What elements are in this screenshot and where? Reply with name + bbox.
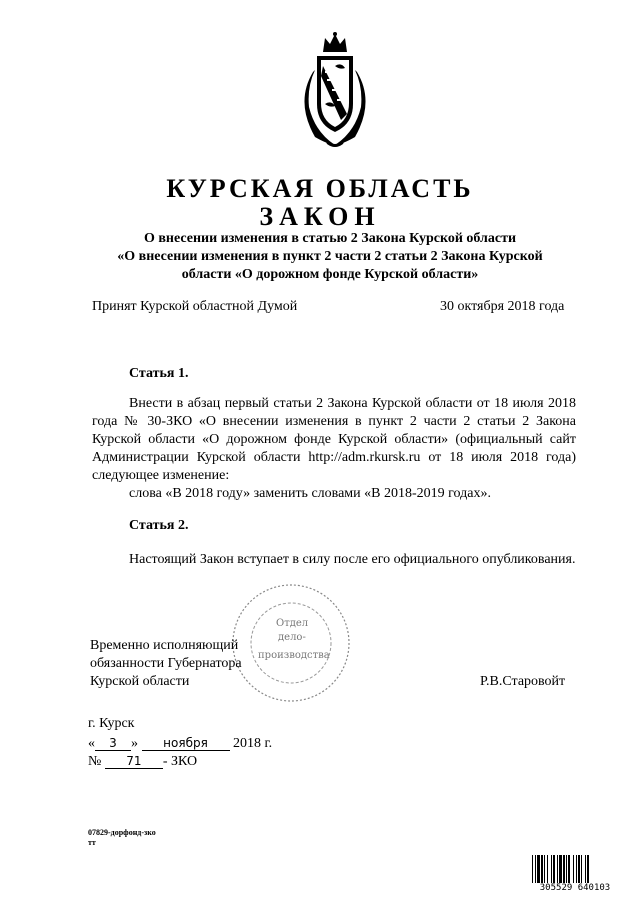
law-title xyxy=(95,230,565,284)
barcode-bar xyxy=(581,855,582,883)
article-1-heading: Статья 1. xyxy=(129,366,189,381)
adopted-date-text: 30 октября 2018 года xyxy=(440,299,565,314)
barcode-bar xyxy=(557,855,558,883)
barcode-number: 305529 640103 xyxy=(539,883,611,893)
date-quote-close: » xyxy=(131,736,138,751)
article-2-text: Настоящий Закон вступает в силу после его официального опубликования. xyxy=(129,552,576,567)
barcode-bar xyxy=(566,855,567,883)
law-title-line: области «О дорожном фонде Курской области» xyxy=(181,267,479,282)
date-year: 2018 г. xyxy=(233,736,273,751)
stamp-text-line: дело- xyxy=(278,632,306,643)
number-sign: № xyxy=(88,754,102,769)
signatory-title xyxy=(90,637,242,691)
article-1-amendment-text: слова «В 2018 году» заменить словами «В 2018-2019 годах». xyxy=(129,486,491,501)
barcode-bar xyxy=(568,855,570,883)
barcode-bar xyxy=(547,855,548,883)
barcode-bar xyxy=(563,855,565,883)
date-day: 3 xyxy=(95,736,131,751)
city-text: г. Курск xyxy=(88,716,135,731)
barcode-bar xyxy=(532,855,533,883)
signatory-title-line: Временно исполняющий xyxy=(90,638,239,653)
law-number xyxy=(88,754,197,770)
file-code-line: 07829-дорфонд-зко xyxy=(88,828,156,837)
barcode-bar xyxy=(553,855,555,883)
signatory-title-line: обязанности Губернатора xyxy=(90,656,242,671)
coat-of-arms-emblem xyxy=(285,32,385,150)
date-quote-open: « xyxy=(88,736,95,751)
date-month: ноября xyxy=(142,736,230,751)
file-code-line: тт xyxy=(88,838,96,847)
signing-date xyxy=(88,736,272,752)
article-2-heading: Статья 2. xyxy=(129,518,189,533)
barcode-bar xyxy=(544,855,545,883)
document-type-heading: ЗАКОН xyxy=(259,202,381,231)
barcode-bar xyxy=(535,855,536,883)
barcode-bar xyxy=(587,855,589,883)
stamp-text-line: производства xyxy=(258,650,330,661)
adopted-by-text: Принят Курской областной Думой xyxy=(92,299,298,314)
barcode xyxy=(532,855,618,883)
file-code xyxy=(88,828,156,848)
barcode-bar xyxy=(573,855,574,883)
law-title-line: О внесении изменения в статью 2 Закона Курской области xyxy=(143,231,517,246)
stamp-text-line: Отдел xyxy=(276,618,309,629)
signatory-title-line: Курской области xyxy=(90,674,190,689)
article-1-text: Внести в абзац первый статьи 2 Закона Курской области от 18 июля 2018 года № 30-ЗКО «О внесении изменения в пункт 2 части 2 статьи 2 Закона Курской области «О дорожном фонде Курской области» (официальный сайт Администрации Курской области http://adm.rkursk.ru от 18 июля 2018 года) следующее изменение: xyxy=(92,396,576,483)
law-number-value: 71 xyxy=(105,754,163,769)
barcode-bar xyxy=(576,855,577,883)
official-stamp xyxy=(226,582,356,704)
barcode-bar xyxy=(578,855,580,883)
barcode-bar xyxy=(551,855,552,883)
law-title-line: «О внесении изменения в пункт 2 части 2 статьи 2 Закона Курской xyxy=(117,249,543,264)
signatory-name: Р.В.Старовойт xyxy=(480,674,566,689)
barcode-bar xyxy=(541,855,543,883)
barcode-bar xyxy=(559,855,562,883)
law-number-suffix: - ЗКО xyxy=(162,754,198,769)
barcode-bar xyxy=(537,855,540,883)
region-heading: КУРСКАЯ ОБЛАСТЬ xyxy=(166,174,474,203)
barcode-bar xyxy=(585,855,586,883)
